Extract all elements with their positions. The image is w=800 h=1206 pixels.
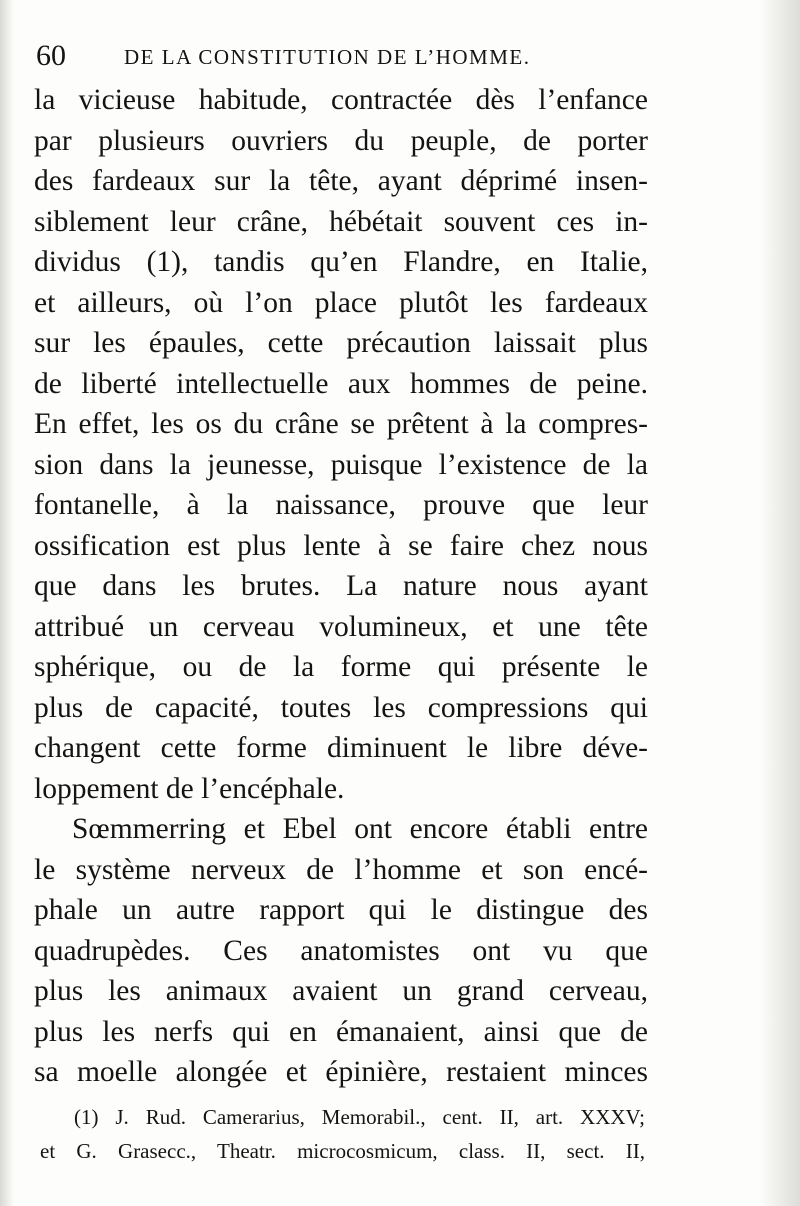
text-line: le système nerveux de l’homme et son encé- xyxy=(34,853,648,886)
text-line: attribué un cerveau volumineux, et une tête xyxy=(34,610,648,643)
text-line: quadrupèdes. Ces anatomistes ont vu que xyxy=(34,934,648,967)
text-line: plus de capacité, toutes les compressions qui xyxy=(34,691,648,724)
text-line: que dans les brutes. La nature nous ayant xyxy=(34,570,648,602)
page-number: 60 xyxy=(36,39,66,72)
text-line: la vicieuse habitude, contractée dès l’enfance xyxy=(34,84,648,116)
text-line: fontanelle, à la naissance, prouve que leur xyxy=(34,489,648,521)
text-line: sion dans la jeunesse, puisque l’existence de la xyxy=(34,448,648,481)
page-header xyxy=(36,36,596,76)
running-head: DE LA CONSTITUTION DE L’HOMME. xyxy=(124,45,531,69)
text-line: phale un autre rapport qui le distingue des xyxy=(34,894,648,926)
text-line: sa moelle alongée et épinière, restaient minces xyxy=(34,1056,648,1088)
text-line: plus les animaux avaient un grand cerveau, xyxy=(34,975,648,1007)
text-line: ossification est plus lente à se faire chez nous xyxy=(34,529,648,562)
text-line: de liberté intellectuelle aux hommes de peine. xyxy=(34,367,648,400)
paragraph-first-line: Sœmmerring et Ebel ont encore établi entre xyxy=(72,813,648,845)
page-edge-shadow-left xyxy=(0,0,14,1206)
text-line: siblement leur crâne, hébétait souvent ces in- xyxy=(34,205,648,238)
paragraph-end-line: loppement de l’encéphale. xyxy=(34,772,345,805)
page-edge-shadow-right xyxy=(760,0,800,1206)
text-line: sphérique, ou de la forme qui présente le xyxy=(34,651,648,683)
text-line: des fardeaux sur la tête, ayant déprimé insen- xyxy=(34,165,648,197)
text-line: par plusieurs ouvriers du peuple, de porter xyxy=(34,124,648,157)
text-line: changent cette forme diminuent le libre déve- xyxy=(34,732,648,764)
text-line: dividus (1), tandis qu’en Flandre, en Italie, xyxy=(34,246,648,278)
text-line: sur les épaules, cette précaution laissait plus xyxy=(34,327,648,359)
text-line: plus les nerfs qui en émanaient, ainsi que de xyxy=(34,1015,648,1048)
body-text xyxy=(34,80,648,1093)
footnote-line: (1) J. Rud. Camerarius, Memorabil., cent. II, art. XXXV; xyxy=(74,1105,645,1129)
footnote-line: et G. Grasecc., Theatr. microcosmicum, class. II, sect. II, xyxy=(40,1139,645,1163)
text-line: En effet, les os du crâne se prêtent à la compres- xyxy=(34,408,648,440)
text-line: et ailleurs, où l’on place plutôt les fardeaux xyxy=(34,286,648,319)
footnote xyxy=(40,1100,645,1168)
